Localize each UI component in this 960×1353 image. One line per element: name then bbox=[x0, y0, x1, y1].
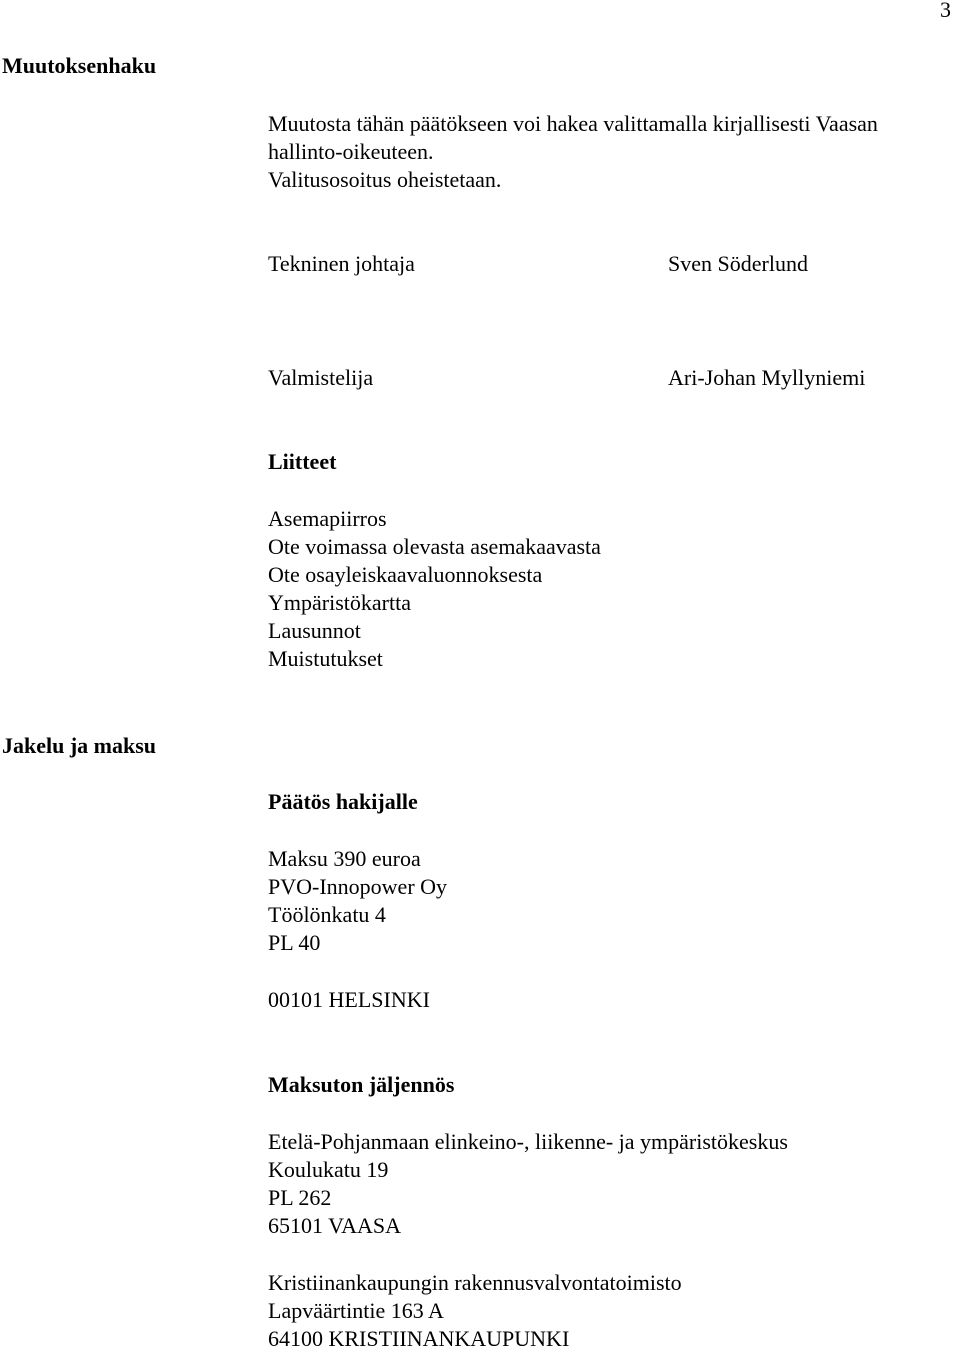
director-name: Sven Söderlund bbox=[668, 251, 808, 276]
appeal-line: Valitusosoitus oheistetaan. bbox=[268, 167, 502, 192]
copy-line: Kristiinankaupungin rakennusvalvontatoimisto bbox=[268, 1270, 682, 1295]
decision-recipient bbox=[268, 845, 447, 957]
attachment-item: Ympäristökartta bbox=[268, 590, 411, 615]
appeal-line: Muutosta tähän päätökseen voi hakea valittamalla kirjallisesti Vaasan bbox=[268, 111, 878, 136]
distribution-heading: Jakelu ja maksu bbox=[2, 733, 157, 758]
preparer-title: Valmistelija bbox=[268, 365, 374, 390]
copy-line: Etelä-Pohjanmaan elinkeino-, liikenne- ja ympäristökeskus bbox=[268, 1129, 788, 1154]
attachment-item: Lausunnot bbox=[268, 618, 361, 643]
appeal-heading: Muutoksenhaku bbox=[2, 53, 157, 78]
copy-line: 65101 VAASA bbox=[268, 1213, 402, 1238]
page-number: 3 bbox=[940, 0, 951, 22]
copy-recipient-1 bbox=[268, 1128, 788, 1240]
attachment-item: Muistutukset bbox=[268, 646, 383, 671]
appeal-line: hallinto-oikeuteen. bbox=[268, 139, 434, 164]
copy-line: PL 262 bbox=[268, 1185, 332, 1210]
attachment-item: Ote voimassa olevasta asemakaavasta bbox=[268, 534, 601, 559]
copy-line: 64100 KRISTIINANKAUPUNKI bbox=[268, 1326, 570, 1351]
attachments-list bbox=[268, 505, 601, 673]
copy-recipient-2 bbox=[268, 1269, 682, 1353]
attachments-heading: Liitteet bbox=[268, 449, 337, 474]
decision-line: PL 40 bbox=[268, 930, 321, 955]
decision-line: Töölönkatu 4 bbox=[268, 902, 386, 927]
decision-heading: Päätös hakijalle bbox=[268, 789, 418, 814]
copy-line: Koulukatu 19 bbox=[268, 1157, 389, 1182]
copy-line: Lapväärtintie 163 A bbox=[268, 1298, 444, 1323]
appeal-text bbox=[268, 110, 878, 194]
attachment-item: Asemapiirros bbox=[268, 506, 387, 531]
decision-postal: 00101 HELSINKI bbox=[268, 987, 430, 1012]
decision-line: PVO-Innopower Oy bbox=[268, 874, 448, 899]
preparer-name: Ari-Johan Myllyniemi bbox=[668, 365, 866, 390]
decision-line: Maksu 390 euroa bbox=[268, 846, 421, 871]
copy-heading: Maksuton jäljennös bbox=[268, 1072, 455, 1097]
attachment-item: Ote osayleiskaavaluonnoksesta bbox=[268, 562, 543, 587]
director-title: Tekninen johtaja bbox=[268, 251, 415, 276]
